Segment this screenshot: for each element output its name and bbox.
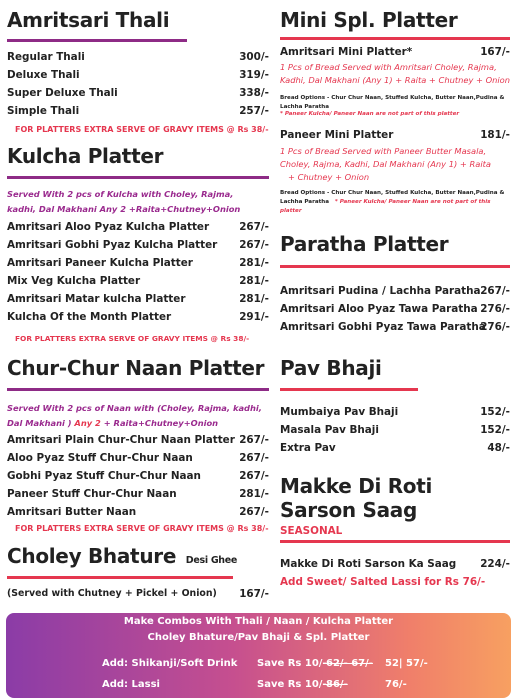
paratha-title-bar (280, 265, 510, 268)
thali-title: Amritsari Thali (7, 8, 170, 32)
bread-options: Bread Options - Chur Chur Naan, Stuffed Kulcha, Butter Naan,Pudina & Lachha Paratha * Paneer Kulcha/ Paneer Naan are not part of this platter (280, 190, 505, 214)
combo-line-2: Choley Bhature/Pav Bhaji & Spl. Platter (147, 632, 370, 643)
naan-description: Served With 2 pcs of Naan with (Choley, Rajma, kadhi, Dal Makhani ) Any 2 + Raita+Chutney+Onion (7, 403, 262, 428)
mini-item-description: 1 Pcs of Bread Served with Paneer Butter Masala, Choley, Rajma, Kadhi, Dal Makhani (Any 1) + Raita + Chutney + Onion (280, 146, 491, 182)
addon-old-price: 62/- 67/- (326, 658, 373, 669)
mini-item-description: 1 Pcs of Bread Served with Amritsari Choley, Rajma, Kadhi, Dal Makhani (Any 1) + Raita + Chutney + Onion (280, 62, 511, 85)
addon-label: Add: Lassi (102, 679, 160, 690)
addon-old-price: 86/- (326, 679, 348, 690)
thali-title-bar (7, 39, 187, 42)
makke-title: Makke Di Roti Sarson Saag (280, 474, 433, 522)
lassi-note: Add Sweet/ Salted Lassi for Rs 76/- (280, 576, 486, 588)
bread-options: Bread Options - Chur Chur Naan, Stuffed Kulcha, Butter Naan,Pudina & Lachha Paratha (280, 95, 505, 110)
kulcha-title-bar (7, 176, 269, 179)
addon-label: Add: Shikanji/Soft Drink (102, 658, 238, 669)
paneer-note: * Paneer Kulcha/ Paneer Naan are not part of this platter (280, 111, 460, 117)
addon-save: Save Rs 10/- (257, 658, 327, 669)
kulcha-title: Kulcha Platter (7, 144, 164, 168)
addon-new-price: 76/- (385, 679, 407, 690)
pav-title: Pav Bhaji (280, 356, 382, 380)
kulcha-description: Served With 2 pcs of Kulcha with Choley, Rajma, kadhi, Dal Makhani Any 2 +Raita+Chutney+Onion (7, 189, 241, 214)
seasonal-label: SEASONAL (280, 525, 343, 537)
thali-gravy-note: FOR PLATTERS EXTRA SERVE OF GRAVY ITEMS @ Rs 38/- (15, 125, 269, 134)
mini-title: Mini Spl. Platter (280, 8, 458, 32)
bhature-subtitle: Desi Ghee (185, 555, 238, 566)
naan-title: Chur-Chur Naan Platter (7, 356, 265, 380)
combo-banner (6, 613, 511, 698)
kulcha-gravy-note: FOR PLATTERS EXTRA SERVE OF GRAVY ITEMS @ Rs 38/- (15, 334, 250, 343)
bhature-title: Choley Bhature Desi Ghee (7, 544, 238, 568)
addon-save: Save Rs 10/- (257, 679, 327, 690)
mini-title-bar (280, 37, 510, 40)
addon-new-price: 52| 57/- (385, 658, 428, 669)
naan-title-bar (7, 388, 269, 391)
makke-title-bar (280, 540, 510, 543)
paratha-title: Paratha Platter (280, 232, 449, 256)
combo-line-1: Make Combos With Thali / Naan / Kulcha Platter (123, 616, 394, 627)
naan-gravy-note: FOR PLATTERS EXTRA SERVE OF GRAVY ITEMS @ Rs 38/- (15, 524, 269, 533)
pav-title-bar (280, 388, 418, 391)
bhature-title-bar (7, 576, 233, 579)
